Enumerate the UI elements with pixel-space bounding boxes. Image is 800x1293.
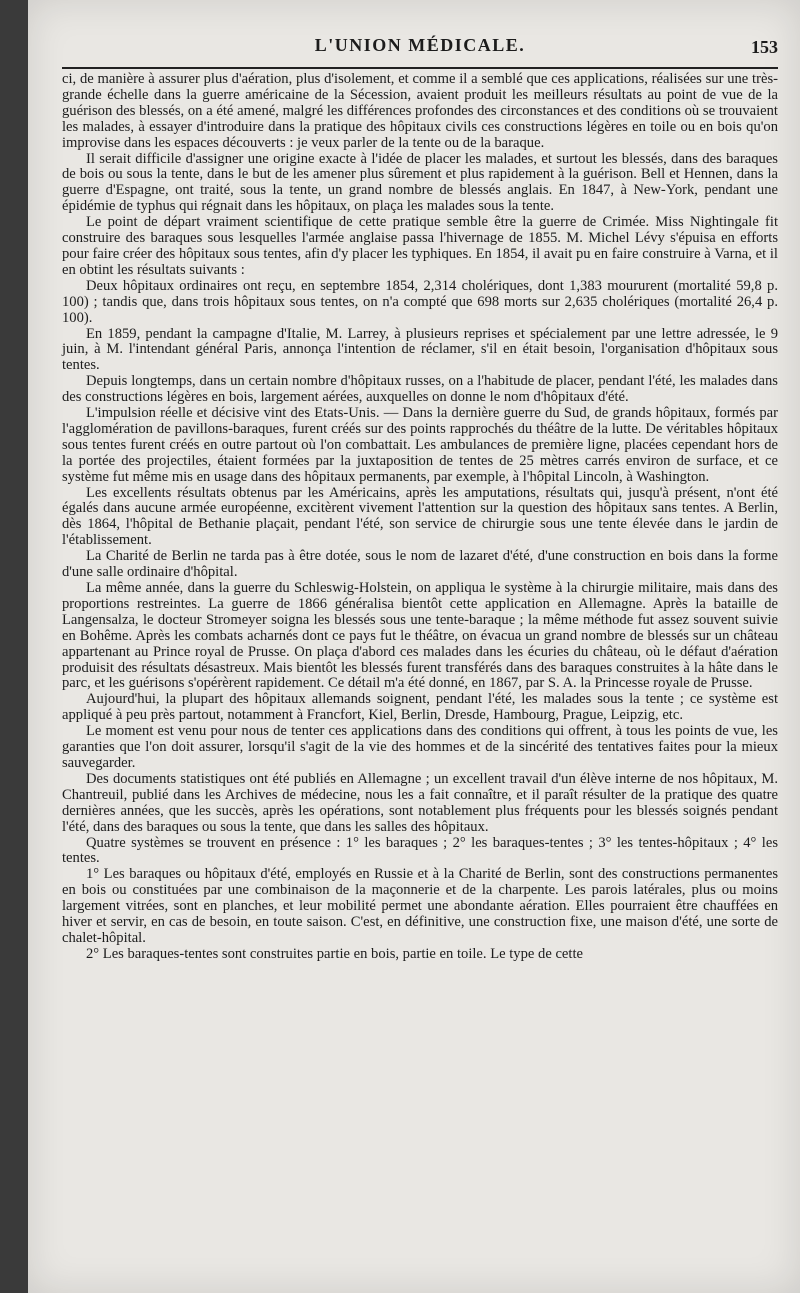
running-title: L'UNION MÉDICALE. <box>314 35 526 55</box>
paragraph: Depuis longtemps, dans un certain nombre d'hôpitaux russes, on a l'habitude de placer, pendant l'été, les malades dans des constructions légères en bois, largement aérées, auxquelles on donne le nom d'hôpitaux d'été. <box>62 373 778 406</box>
paragraph: Il serait difficile d'assigner une origine exacte à l'idée de placer les malades, et surtout les blessés, dans des baraques de bois ou sous la tente, dans le but de les amener plus sûrement et plus rapidement à la guérison. Bell et Hennen, dans la guerre d'Espagne, ont traité, sous la tente, un grand nombre de blessés anglais. En 1847, à New-York, pendant une épidémie de typhus qui régnait dans les hôpitaux, on plaça les malades sous la tente. <box>62 150 778 215</box>
header-rule <box>62 67 778 69</box>
body-text <box>62 72 778 963</box>
paragraph: La Charité de Berlin ne tarda pas à être dotée, sous le nom de lazaret d'été, d'une construction en bois dans la forme d'une salle ordinaire d'hôpital. <box>62 548 778 581</box>
page-header <box>62 33 778 67</box>
paragraph: En 1859, pendant la campagne d'Italie, M. Larrey, à plusieurs reprises et spécialement par une lettre adressée, le 9 juin, à M. l'intendant général Paris, annonça l'intention de réclamer, s'il en était besoin, l'organisation d'hôpitaux sous tentes. <box>62 325 778 374</box>
page-number: 153 <box>751 37 778 57</box>
paragraph: La même année, dans la guerre du Schleswig-Holstein, on appliqua le système à la chirurgie militaire, mais dans des proportions restreintes. La guerre de 1866 généralisa bientôt cette application en Allemagne. Après la bataille de Langensalza, le docteur Stromeyer soigna les blessés sous une tente-baraque ; la même méthode fut assez souvent suivie en Bohême. Après les combats acharnés dont ce pays fut le théâtre, on évacua un grand nombre de blessés sur un château appartenant au Prince royal de Prusse. On plaça d'abord ces malades dans les écuries du château, où le défaut d'aération produisit des résultats désastreux. Mais bientôt les blessés furent transférés dans des baraques construites à la hâte dans le parc, et les guérisons s'opérèrent rapidement. Ce détail m'a été donné, en 1867, par S. A. la Princesse royale de Prusse. <box>62 580 778 692</box>
paragraph: 2° Les baraques-tentes sont construites partie en bois, partie en toile. Le type de cette <box>86 945 583 962</box>
paragraph: Deux hôpitaux ordinaires ont reçu, en septembre 1854, 2,314 cholériques, dont 1,383 moururent (mortalité 59,8 p. 100) ; tandis que, dans trois hôpitaux sous tentes, on n'a compté que 698 morts sur 2,635 cholériques (mortalité 26,4 p. 100). <box>62 277 778 326</box>
book-page <box>28 0 800 1293</box>
paragraph: 1° Les baraques ou hôpitaux d'été, employés en Russie et à la Charité de Berlin, sont des constructions permanentes en bois ou constituées par une combinaison de la maçonnerie et de la charpente. Les parois latérales, plus ou moins largement vitrées, sont en planches, et leur mobilité permet une abondante aération. Elles pourraient être chauffées en hiver et servir, en cas de besoin, en toute saison. C'est, en définitive, une construction fixe, une maison d'été, une sorte de chalet-hôpital. <box>62 866 778 946</box>
paragraph: Les excellents résultats obtenus par les Américains, après les amputations, résultats qui, jusqu'à présent, n'ont été égalés dans aucune armée européenne, excitèrent vivement l'attention sur la question des hôpitaux sans tentes. A Berlin, dès 1864, l'hôpital de Bethanie plaçait, pendant l'été, son service de chirurgie sous une tente élevée dans le jardin de l'établissement. <box>62 484 778 549</box>
paragraph: Aujourd'hui, la plupart des hôpitaux allemands soignent, pendant l'été, les malades sous la tente ; ce système est appliqué à peu près partout, notamment à Francfort, Kiel, Berlin, Dresde, Hambourg, Prague, Leipzig, etc. <box>62 691 778 724</box>
paragraph: Le point de départ vraiment scientifique de cette pratique semble être la guerre de Crimée. Miss Nightingale fit construire des baraques sous lesquelles l'armée anglaise passa l'hivernage de 1855. M. Michel Lévy s'épuisa en efforts pour faire créer des hôpitaux sous tentes, afin d'y placer les typhiques. En 1854, il avait pu en faire construire à Varna, et il en obtint les résultats suivants : <box>62 214 778 278</box>
paragraph: Des documents statistiques ont été publiés en Allemagne ; un excellent travail d'un élève interne de nos hôpitaux, M. Chantreuil, publié dans les Archives de médecine, nous les a fait connaître, et il paraît résulter de la pratique des quatre dernières années, que les succès, après les opérations, sont notablement plus fréquents pour les blessés soignés pendant l'été, dans des baraques ou sous la tente, que dans les salles des hôpitaux. <box>62 770 778 835</box>
paragraph: ci, de manière à assurer plus d'aération, plus d'isolement, et comme il a semblé que ces applications, réalisées sur une très-grande échelle dans la guerre américaine de la Sécession, avaient produit les meilleurs résultats au point de vue de la guérison des blessés, on a été amené, malgré les différences profondes des circonstances et des conditions où se trouvaient les malades, à essayer d'introduire dans la pratique des hôpitaux civils ces constructions légères en toile ou en bois qu'on improvise dans les espaces découverts : je veux parler de la tente ou de la baraque. <box>62 71 778 151</box>
paragraph: Le moment est venu pour nous de tenter ces applications dans des conditions qui offrent, à tous les points de vue, les garanties que l'on doit assurer, lorsqu'il s'agit de la vie des hommes et de la sincérité des tentatives faites pour la mieux sauvegarder. <box>62 723 778 771</box>
paragraph: L'impulsion réelle et décisive vint des Etats-Unis. — Dans la dernière guerre du Sud, de grands hôpitaux, formés par l'agglomération de pavillons-baraques, furent créés sur des points rapprochés du théâtre de la lutte. De véritables hôpitaux sous tentes furent créés en outre partout où l'on combattait. Les ambulances de première ligne, placées cependant hors de la portée des projectiles, étaient formées par la juxtaposition de tentes de 25 mètres carrés environ de surface, et ce système fut même mis en usage dans des hôpitaux permanents, par exemple, à l'hôpital Lincoln, à Washington. <box>62 405 778 485</box>
paragraph: Quatre systèmes se trouvent en présence : 1° les baraques ; 2° les baraques-tentes ; 3° les tentes-hôpitaux ; 4° les tentes. <box>62 834 778 867</box>
